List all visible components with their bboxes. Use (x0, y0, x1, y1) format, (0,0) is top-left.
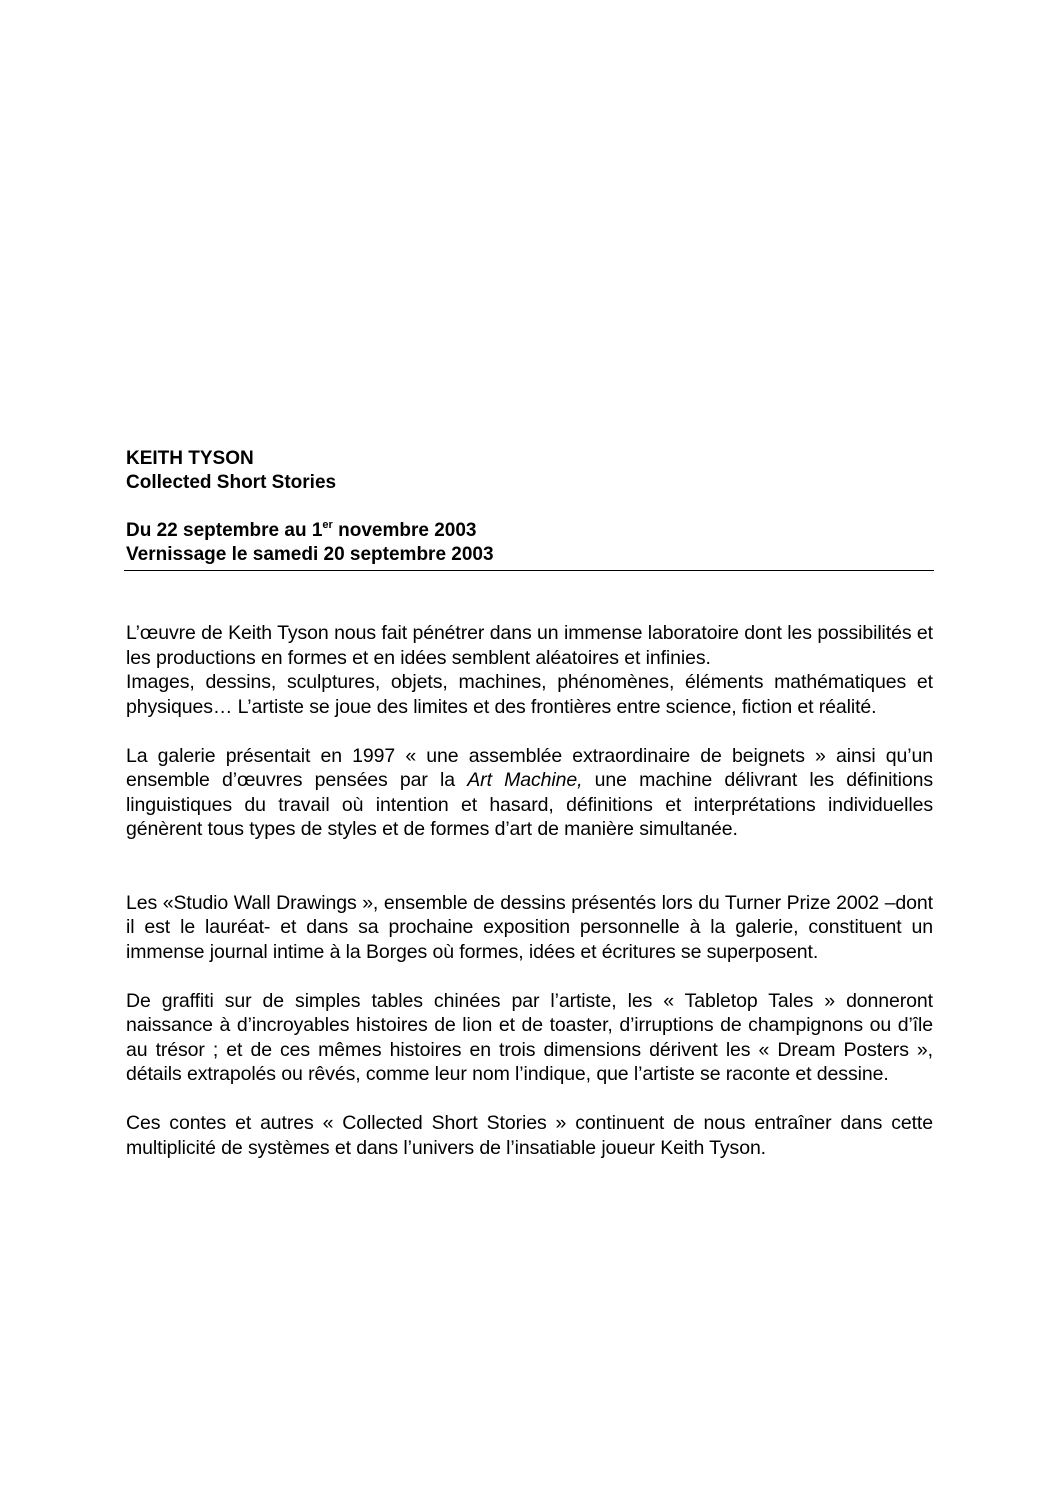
paragraph-2-part-1: La galerie présentait en 1997 « une assemblée extraordinaire de beignets » ainsi qu’un ensemble d’œuvres pensées par la (126, 744, 933, 791)
paragraph-2 (126, 744, 933, 842)
header-divider (124, 570, 934, 571)
exhibition-title: Collected Short Stories (126, 472, 337, 493)
paragraph-5: Ces contes et autres « Collected Short Stories » continuent de nous entraîner dans cette multiplicité de systèmes et dans l’univers de l’insatiable joueur Keith Tyson. (126, 1112, 933, 1159)
artist-name: KEITH TYSON (126, 448, 254, 469)
opening-date: Vernissage le samedi 20 septembre 2003 (126, 544, 494, 565)
dates-prefix: Du 22 septembre au 1 (126, 520, 323, 541)
art-machine-italic: Art Machine, (467, 769, 583, 791)
paragraph-1-line-2: Images, dessins, sculptures, objets, machines, phénomènes, éléments mathématiques et physiques… L’artiste se joue des limites et des frontières entre science, fiction et réalité. (126, 671, 933, 718)
paragraph-1-line-1: L’œuvre de Keith Tyson nous fait pénétrer dans un immense laboratoire dont les possibilités et les productions en formes et en idées semblent aléatoires et infinies. (126, 622, 933, 669)
paragraph-2-part-2: une machine délivrant les définitions linguistiques du travail où intention et hasard, définitions et interprétations individuelles génèrent tous types de styles et de formes d’art de manière simultanée. (126, 769, 933, 840)
dates-superscript: er (322, 519, 333, 531)
paragraph-4: De graffiti sur de simples tables chinées par l’artiste, les « Tabletop Tales » donneront naissance à d’incroyables histoires de lion et de toaster, d’irruptions de champignons ou d’île au trésor ; et de ces mêmes histoires en trois dimensions dérivent les « Dream Posters », détails extrapolés ou rêvés, comme leur nom l’indique, que l’artiste se raconte et dessine. (126, 989, 933, 1085)
press-release-body (126, 621, 933, 1160)
press-release-header (126, 447, 934, 567)
dates-suffix: novembre 2003 (332, 520, 477, 541)
exhibition-dates (126, 519, 934, 543)
paragraph-3: Les «Studio Wall Drawings », ensemble de dessins présentés lors du Turner Prize 2002 –dont il est le lauréat- et dans sa prochaine exposition personnelle à la galerie, constituent un immense journal intime à la Borges où formes, idées et écritures se superposent. (126, 891, 933, 963)
